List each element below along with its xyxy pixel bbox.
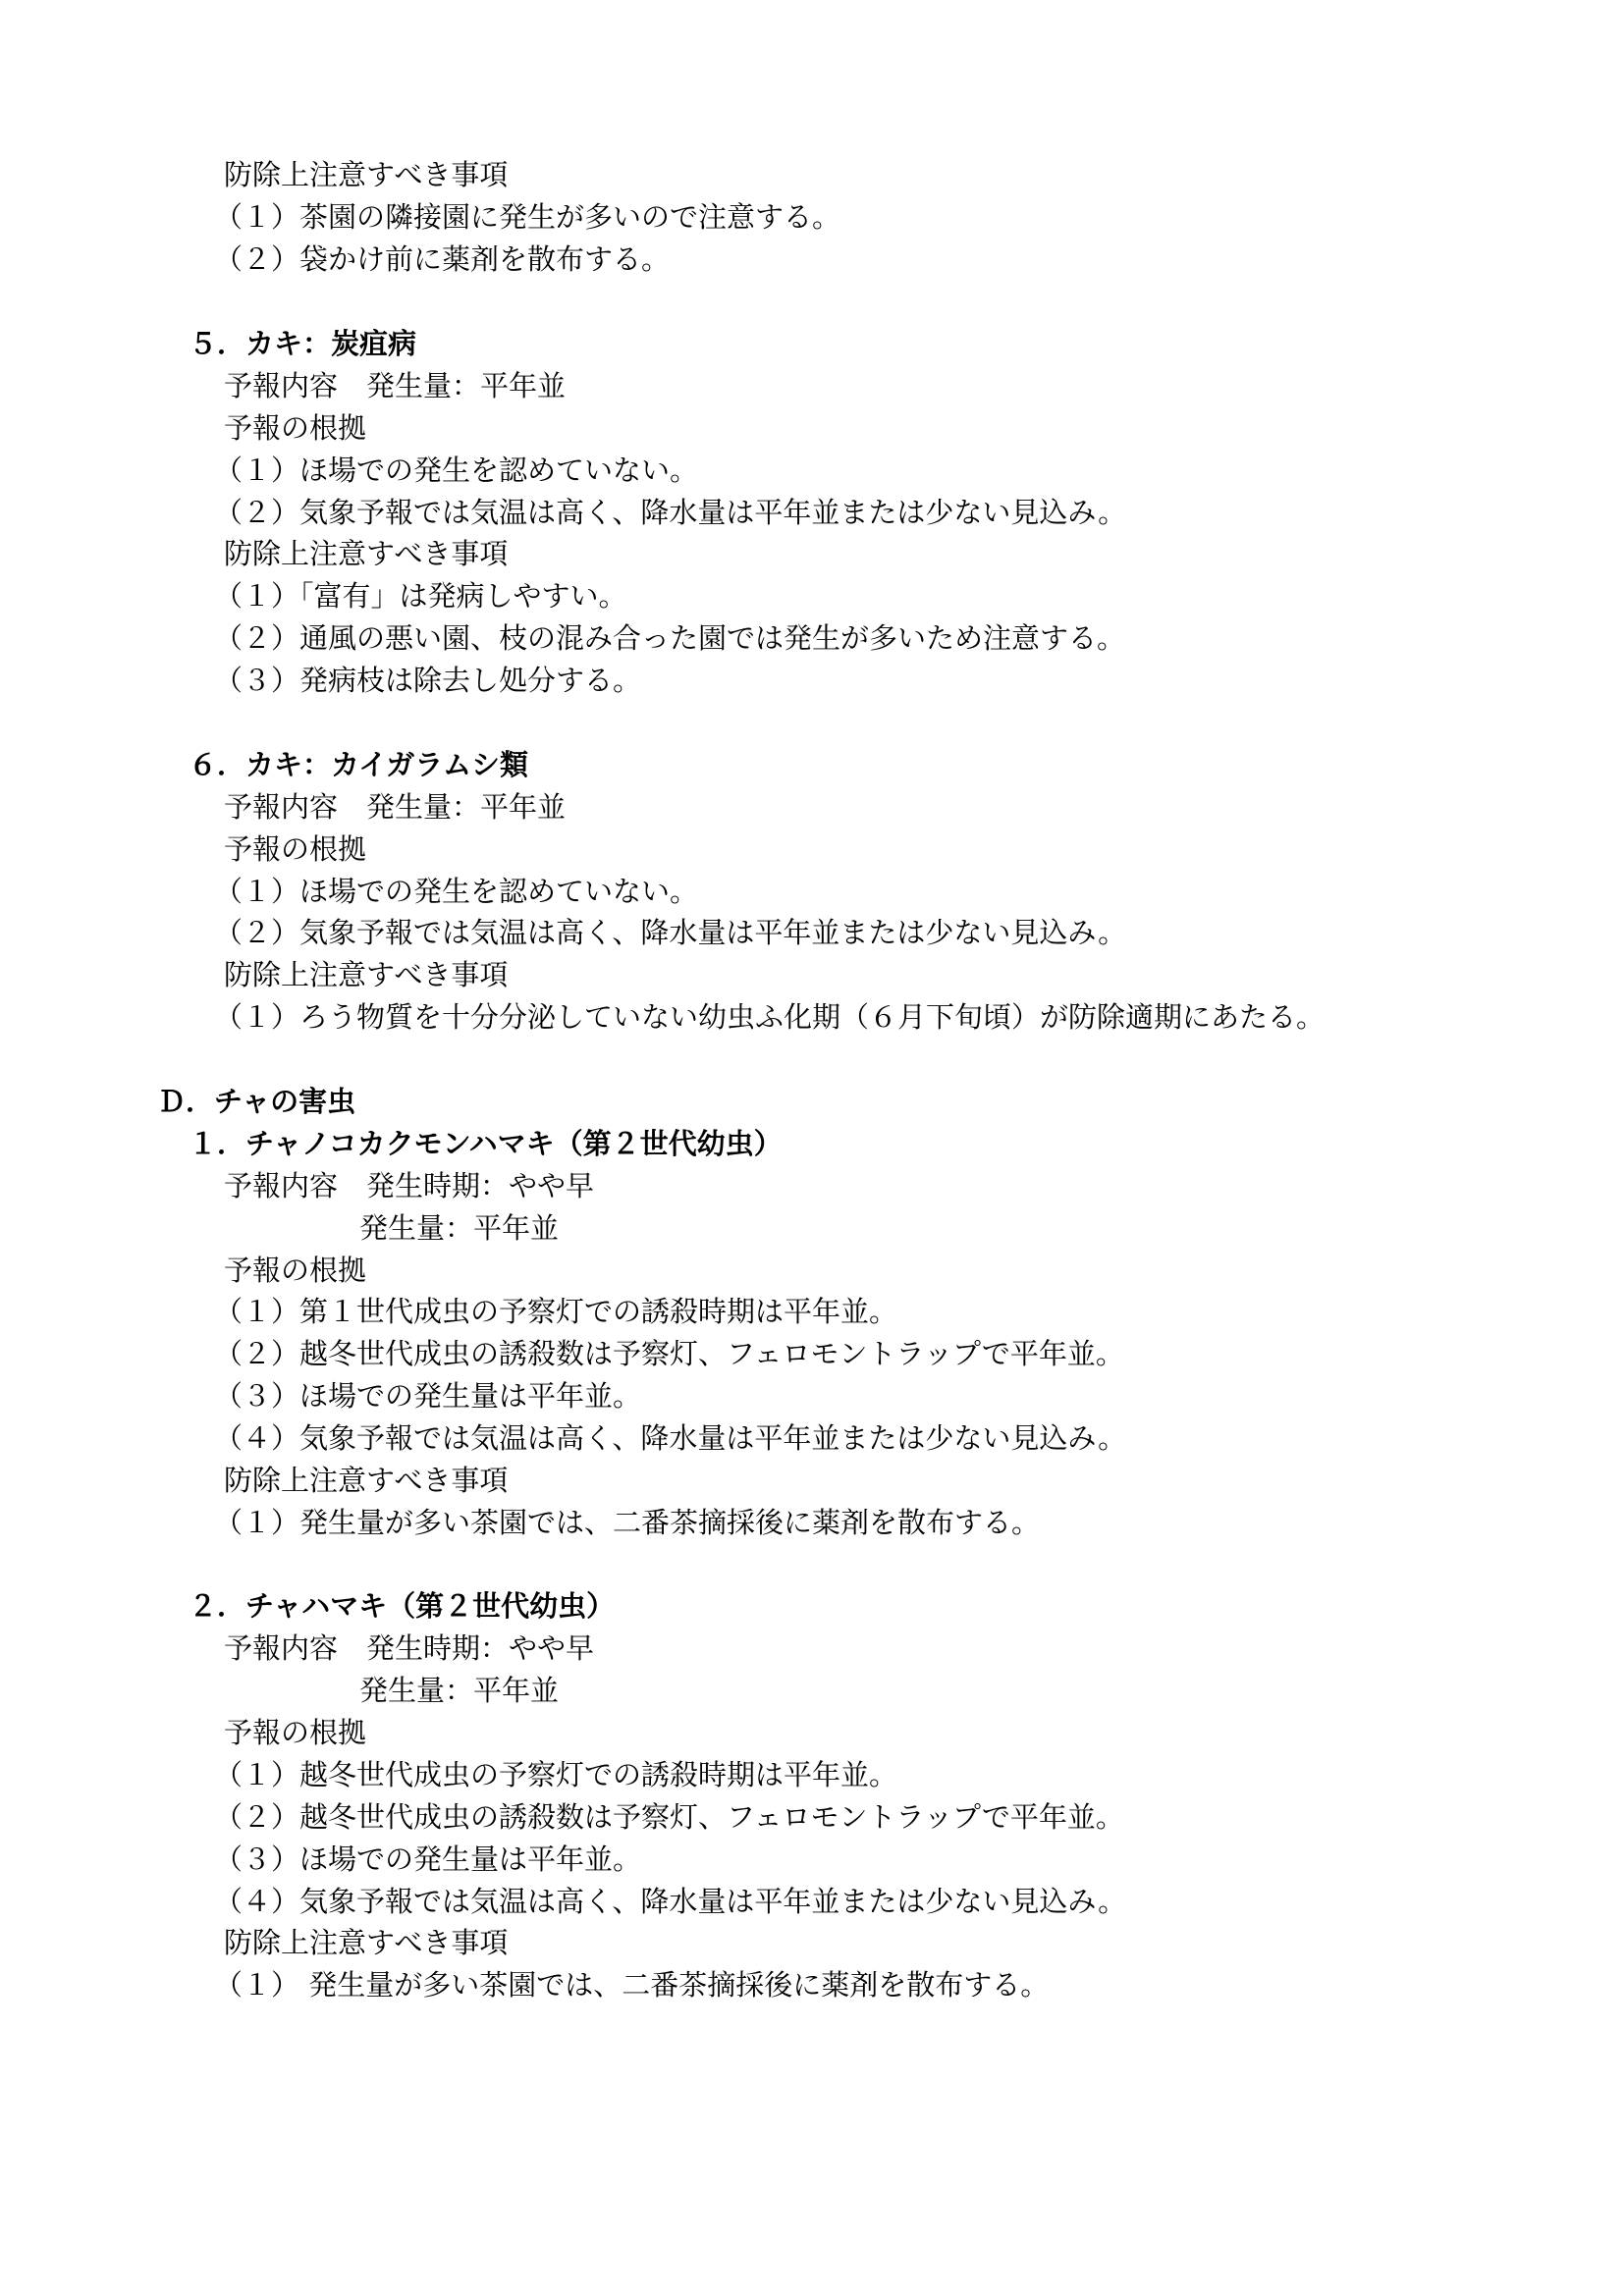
heading-kaki-anthracnose: ５．カキ：炭疽病: [189, 327, 417, 360]
forecast-content-cont: 発生量：平年並: [359, 1674, 560, 1707]
list-item: （１）ほ場での発生を認めていない。: [214, 454, 699, 487]
list-item: （１）越冬世代成虫の予察灯での誘殺時期は平年並。: [214, 1758, 898, 1791]
section-label-basis: 予報の根拠: [224, 832, 367, 866]
section-label-control-notes: 防除上注意すべき事項: [224, 158, 509, 191]
forecast-content: 予報内容 発生量：平年並: [224, 369, 567, 402]
forecast-content: 予報内容 発生時期：やや早: [224, 1169, 595, 1202]
list-item: （１）「富有」は発病しやすい。: [214, 579, 627, 613]
section-label-control-notes: 防除上注意すべき事項: [224, 537, 509, 570]
heading-tea-pests: Ｄ．チャの害虫: [157, 1085, 356, 1118]
list-item: （１）ろう物質を十分分泌していない幼虫ふ化期（６月下旬頃）が防除適期にあたる。: [214, 1000, 1326, 1034]
forecast-content-cont: 発生量：平年並: [359, 1211, 560, 1245]
heading-tea-tortrix: ２．チャハマキ（第２世代幼虫）: [189, 1589, 616, 1623]
section-label-basis: 予報の根拠: [224, 1716, 367, 1749]
heading-smaller-tea-tortrix: １．チャノコカクモンハマキ（第２世代幼虫）: [189, 1127, 783, 1160]
list-item: （１）ほ場での発生を認めていない。: [214, 875, 699, 908]
list-item: （２）気象予報では気温は高く、降水量は平年並または少ない見込み。: [214, 496, 1127, 529]
list-item: （１）茶園の隣接園に発生が多いので注意する。: [214, 200, 841, 234]
forecast-content: 予報内容 発生量：平年並: [224, 790, 567, 824]
list-item: （４）気象予報では気温は高く、降水量は平年並または少ない見込み。: [214, 1885, 1127, 1918]
heading-kaki-scale-insects: ６．カキ：カイガラムシ類: [189, 748, 528, 781]
list-item: （４）気象予報では気温は高く、降水量は平年並または少ない見込み。: [214, 1421, 1127, 1455]
list-item: （１）第１世代成虫の予察灯での誘殺時期は平年並。: [214, 1295, 898, 1328]
section-label-control-notes: 防除上注意すべき事項: [224, 958, 509, 991]
list-item: （１） 発生量が多い茶園では、二番茶摘採後に薬剤を散布する。: [214, 1968, 1050, 2002]
section-label-basis: 予報の根拠: [224, 411, 367, 445]
list-item: （２）越冬世代成虫の誘殺数は予察灯、フェロモントラップで平年並。: [214, 1800, 1124, 1834]
list-item: （３）ほ場での発生量は平年並。: [214, 1842, 642, 1876]
section-label-control-notes: 防除上注意すべき事項: [224, 1926, 509, 1959]
list-item: （２）越冬世代成虫の誘殺数は予察灯、フェロモントラップで平年並。: [214, 1337, 1124, 1370]
list-item: （３）発病枝は除去し処分する。: [214, 664, 642, 697]
list-item: （１）発生量が多い茶園では、二番茶摘採後に薬剤を散布する。: [214, 1506, 1041, 1539]
list-item: （２）袋かけ前に薬剤を散布する。: [214, 242, 671, 276]
section-label-control-notes: 防除上注意すべき事項: [224, 1464, 509, 1497]
list-item: （３）ほ場での発生量は平年並。: [214, 1379, 642, 1413]
list-item: （２）通風の悪い園、枝の混み合った園では発生が多いため注意する。: [214, 621, 1126, 655]
list-item: （２）気象予報では気温は高く、降水量は平年並または少ない見込み。: [214, 916, 1127, 949]
forecast-content: 予報内容 発生時期：やや早: [224, 1631, 595, 1665]
section-label-basis: 予報の根拠: [224, 1254, 367, 1287]
